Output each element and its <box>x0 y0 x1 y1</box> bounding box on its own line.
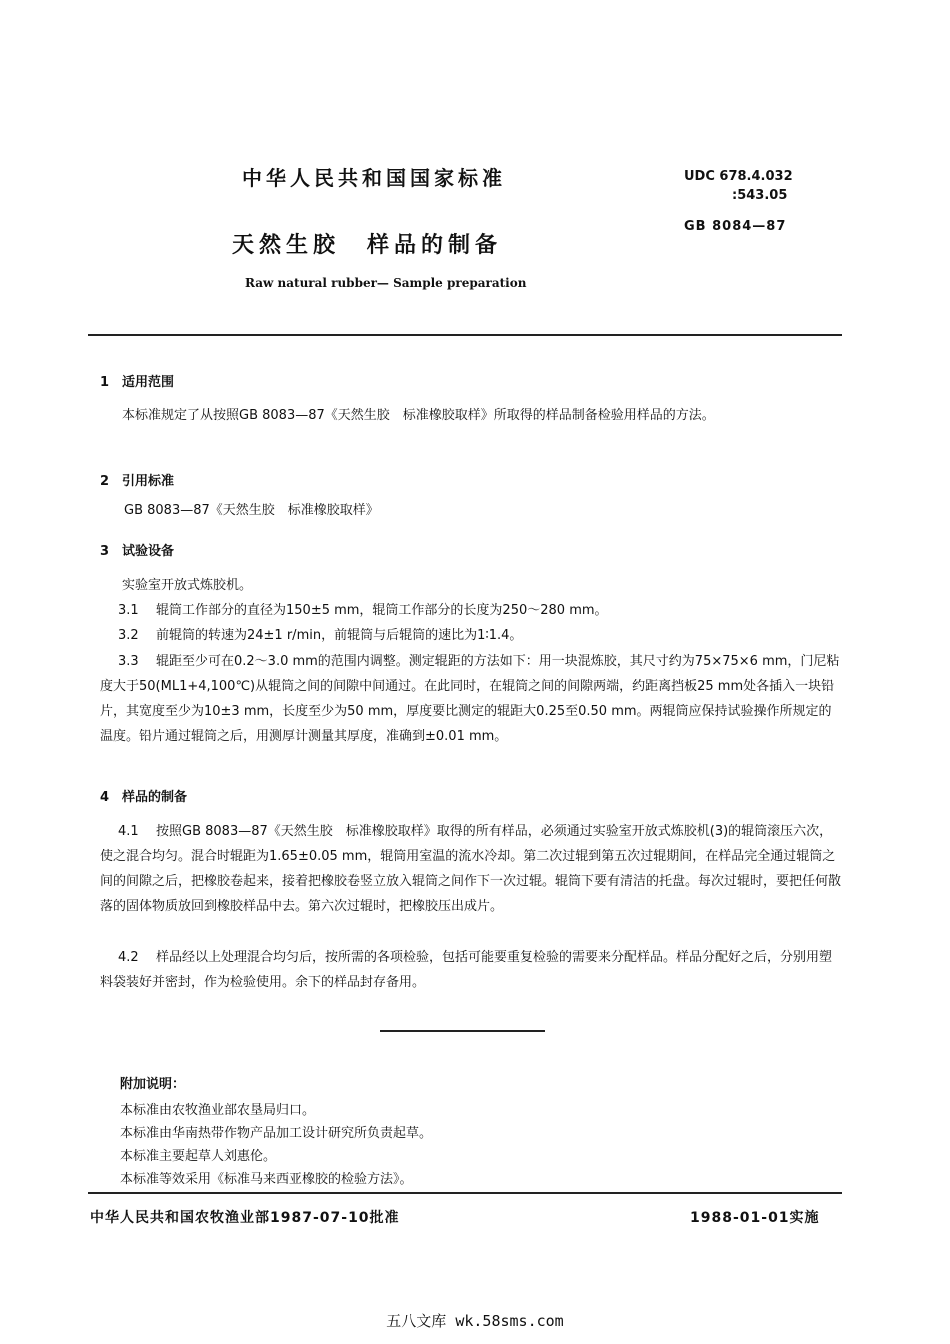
section-number: 1 <box>100 375 110 390</box>
note-line-4: 本标准等效采用《标准马来西亚橡胶的检验方法》。 <box>120 1172 413 1187</box>
section-title: 引用标准 <box>122 474 175 489</box>
section-4-heading <box>100 786 187 805</box>
clause-3-3 <box>100 649 842 749</box>
section-3-intro: 实验室开放式炼胶机。 <box>122 578 253 593</box>
clause-3-2 <box>118 623 522 648</box>
footer-divider <box>88 1192 842 1194</box>
watermark-text: 五八文库 wk.58sms.com <box>386 1312 564 1330</box>
section-3-heading <box>100 540 174 559</box>
approval-line: 中华人民共和国农牧渔业部1987-07-10批准 <box>90 1210 400 1226</box>
section-title: 样品的制备 <box>122 790 188 805</box>
section-number: 3 <box>100 544 110 559</box>
section-1-body: 本标准规定了从按照GB 8083—87《天然生胶 标准橡胶取样》所取得的样品制备检验用样品的方法。 <box>122 408 715 423</box>
clause-4-1 <box>100 819 842 919</box>
header-divider <box>88 334 842 336</box>
section-2-body: GB 8083—87《天然生胶 标准橡胶取样》 <box>124 503 379 518</box>
clause-text: 辊距至少可在0.2～3.0 mm的范围内调整。测定辊距的方法如下：用一块混炼胶，其尺寸约为75×75×6 mm，门尼粘度大于50(ML1+4,100℃)从辊筒之间的间隙中间通过。在此同时，在辊筒之间的间隙两端，约距离挡板25 mm处各插入一块铅片，其宽度至少为10±3 mm，长度至少为50 mm，厚度要比测定的辊距大0.25至0.50 mm。两辊筒应保持试验操作所规定的温度。铅片通过辊筒之后，用测厚计测量其厚度，准确到±0.01 mm。 <box>100 654 840 744</box>
udc-line-2: :543.05 <box>732 188 788 203</box>
note-line-1: 本标准由农牧渔业部农垦局归口。 <box>120 1103 316 1118</box>
notes-heading: 附加说明： <box>120 1077 186 1092</box>
clause-3-1 <box>118 598 608 623</box>
section-2-heading <box>100 470 174 489</box>
note-line-3: 本标准主要起草人刘惠伦。 <box>120 1149 277 1164</box>
effective-date: 1988-01-01实施 <box>690 1210 820 1226</box>
clause-text: 辊筒工作部分的直径为150±5 mm，辊筒工作部分的长度为250～280 mm。 <box>156 603 608 618</box>
section-number: 2 <box>100 474 110 489</box>
clause-number: 4.1 <box>118 824 139 839</box>
clause-text: 样品经以上处理混合均匀后，按所需的各项检验，包括可能要重复检验的需要来分配样品。样品分配好之后，分别用塑料袋装好并密封，作为检验使用。余下的样品封存备用。 <box>100 950 833 990</box>
document-title: 天然生胶 样品的制备 <box>232 233 503 258</box>
document-title-english: Raw natural rubber— Sample preparation <box>245 276 527 290</box>
national-standard-heading: 中华人民共和国国家标准 <box>242 166 506 190</box>
clause-number: 3.2 <box>118 628 139 643</box>
section-1-heading <box>100 371 174 390</box>
udc-line-1: UDC 678.4.032 <box>684 169 793 184</box>
section-end-divider <box>380 1030 545 1032</box>
clause-number: 4.2 <box>118 950 139 965</box>
gb-number: GB 8084—87 <box>684 219 787 234</box>
section-title: 试验设备 <box>122 544 175 559</box>
clause-number: 3.3 <box>118 654 139 669</box>
clause-number: 3.1 <box>118 603 139 618</box>
clause-text: 前辊筒的转速为24±1 r/min，前辊筒与后辊筒的速比为1∶1.4。 <box>156 628 523 643</box>
clause-text: 按照GB 8083—87《天然生胶 标准橡胶取样》取得的所有样品，必须通过实验室开放式炼胶机(3)的辊筒滚压六次，使之混合均匀。混合时辊距为1.65±0.05 mm，辊筒用室温的流水冷却。第二次过辊到第五次过辊期间，在样品完全通过辊筒之间的间隙之后，把橡胶卷起来，接着把橡胶卷竖立放入辊筒之间作下一次过辊。辊筒下要有清洁的托盘。每次过辊时，要把任何散落的固体物质放回到橡胶样品中去。第六次过辊时，把橡胶压出成片。 <box>100 824 842 914</box>
udc-code <box>684 167 793 205</box>
section-title: 适用范围 <box>122 375 175 390</box>
note-line-2: 本标准由华南热带作物产品加工设计研究所负责起草。 <box>120 1126 433 1141</box>
clause-4-2 <box>100 945 842 995</box>
section-number: 4 <box>100 790 110 805</box>
